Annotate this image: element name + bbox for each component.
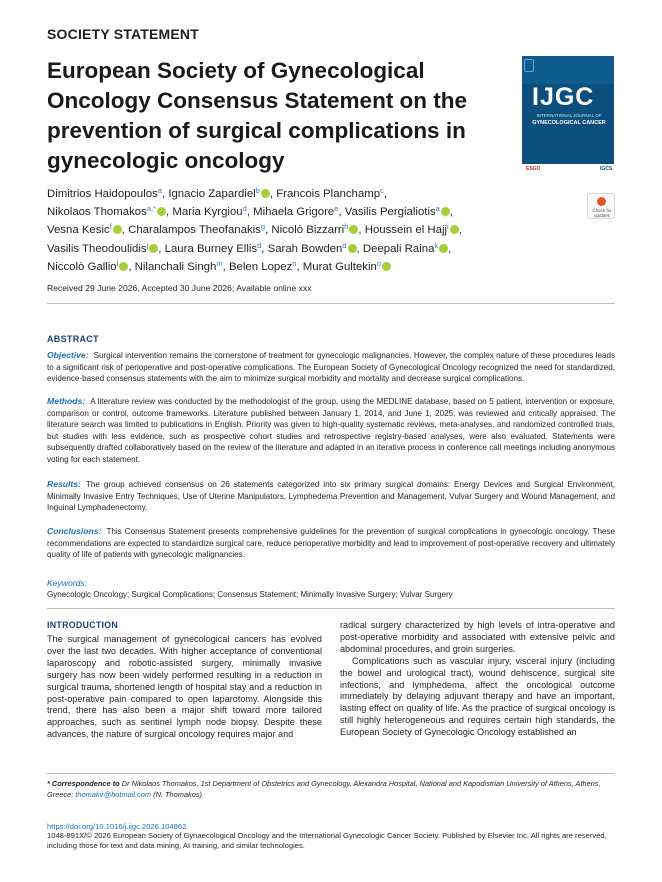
author-entry[interactable]	[302, 258, 391, 273]
author-affiliation-mark[interactable]: e	[334, 204, 339, 214]
author-affiliation-mark[interactable]: a	[157, 186, 162, 195]
author-separator: ,	[246, 206, 254, 219]
correspondence-text: Dr Nikolaos Thomakos, 1st Department of Obstetrics and Gynecology, Alexandra Hospital, National and Kapodistrian University of Athens, Athens, Greece;	[47, 779, 601, 799]
author-name: Vesna Kesic	[47, 224, 110, 237]
author-entry[interactable]	[345, 206, 453, 218]
author-affiliation-mark[interactable]: d	[242, 204, 247, 214]
orcid-icon[interactable]	[439, 244, 448, 253]
author-name: Niccolò Gallio	[47, 260, 117, 273]
author-entry[interactable]	[276, 188, 387, 200]
results-label: Results:	[47, 479, 81, 489]
doi-link[interactable]: https://doi.org/10.1016/j.ijgc.2026.104862	[47, 822, 187, 831]
author-separator: ,	[158, 242, 165, 255]
orcid-icon[interactable]	[450, 225, 459, 234]
abstract-heading: ABSTRACT	[47, 334, 99, 344]
author-affiliation-mark[interactable]: h	[344, 222, 349, 232]
methods-label: Methods:	[47, 396, 86, 406]
cover-header-band	[522, 56, 614, 84]
author-name: Vasilis Theodoulidis	[47, 242, 147, 255]
objective-text: Surgical intervention remains the cornerstone of treatment for gynecologic malignancies. However, the complex nature of these procedures leads to a significant risk of perioperative and post-operative complications. The European Society of Gynecological Oncology recognized the need for standardized, evidence-based consensus statements with the aim to minimize surgical morbidity and mortality and decrease surgical complications.	[47, 351, 615, 383]
author-affiliation-mark[interactable]: f	[109, 222, 112, 232]
intro-paragraph-3: Complications such as vascular injury, visceral injury (including the bowel and urological tract), wound dehiscence, surgical site infections, and lymphedema, affect the oncological outcome immediately by delaying adjuvant therapy and have an important, lasting effect on quality of life. As the practice of surgical oncology is still highly heterogeneous and requires certain high standards, the European Society of Gynecologic Oncology established an	[340, 655, 615, 738]
author-affiliation-mark[interactable]: a	[435, 204, 440, 214]
cover-right-mark: IGCS	[600, 166, 613, 172]
author-affiliation-mark[interactable]: c	[380, 186, 384, 195]
author-separator: ,	[296, 260, 303, 273]
author-affiliation-mark[interactable]: a,*	[146, 204, 157, 214]
author-entry[interactable]	[253, 206, 345, 218]
author-name: Francois Planchamp	[276, 188, 381, 200]
check-for-updates-badge[interactable]	[587, 193, 615, 219]
keywords-text: Gynecologic Oncology; Surgical Complications; Consensus Statement; Minimally Invasive Surgery; Vulvar Surgery	[47, 590, 453, 599]
divider-top	[47, 303, 615, 304]
author-name: Vasilis Pergialiotis	[344, 206, 436, 219]
author-entry[interactable]	[168, 188, 276, 200]
author-name: Maria Kyrgiou	[172, 206, 243, 219]
cover-line-2: GYNECOLOGICAL CANCER	[532, 120, 606, 126]
author-separator: ,	[261, 242, 268, 255]
author-entry[interactable]	[47, 240, 165, 255]
author-entry[interactable]	[128, 224, 271, 236]
author-separator: ,	[265, 224, 272, 237]
orcid-icon[interactable]	[157, 207, 166, 216]
author-affiliation-mark[interactable]: d	[342, 240, 347, 250]
divider-footnote	[47, 773, 615, 774]
article-title: European Society of Gynecological Oncology Consensus Statement on the prevention of surgical complications in gynecologic oncology	[47, 58, 468, 173]
copyright-notice: 1048-891X/© 2026 European Society of Gynaecological Oncology and the International Gynecologic Cancer Society. Published by Elsevier Inc. All rights are reserved, including those for text and data mining, AI training, and similar technologies.	[47, 831, 607, 851]
author-affiliation-mark[interactable]: d	[257, 240, 262, 250]
author-entry[interactable]	[47, 188, 168, 200]
author-separator: ,	[128, 260, 135, 273]
author-separator: ,	[356, 242, 363, 255]
author-entry[interactable]	[172, 206, 253, 218]
correspondence-who: (N. Thomakos)	[153, 789, 202, 799]
author-name: Belen Lopez	[228, 260, 293, 273]
orcid-icon[interactable]	[348, 244, 357, 253]
correspondence-email-link[interactable]: thomakir@hotmail.com	[75, 789, 152, 799]
abstract-objective	[47, 350, 615, 385]
cover-left-mark: ESGO	[526, 166, 541, 172]
author-name: Charalampos Theofanakis	[128, 224, 261, 237]
abstract-methods	[47, 396, 615, 465]
divider-middle	[47, 608, 615, 609]
author-affiliation-mark[interactable]: j	[146, 240, 149, 250]
intro-paragraph-1: The surgical management of gynecological cancers has evolved over the last two decades. With higher acceptance of conventional laparoscopy and robotic-assisted surgery, minimally invasive surgery has now been widely performed resulting in a reduction in surgical trauma, shortened length of hospital stay and a reduction in post-operative pain compared to open laparotomy. Alongside this trend, there has also been a major shift toward more tailored approaches, such as sentinel lymph node biopsy. Despite these advances, the nature of surgical oncology requires major and	[47, 634, 322, 740]
intro-right-column	[340, 620, 615, 739]
author-entry[interactable]	[365, 224, 462, 236]
author-entry[interactable]	[164, 240, 268, 255]
author-separator: ,	[358, 224, 365, 237]
author-affiliation-mark[interactable]: m	[216, 258, 223, 268]
journal-logo: IJGC	[532, 83, 595, 111]
author-name: Deepali Raina	[362, 242, 435, 255]
author-affiliation-mark[interactable]: k	[434, 240, 439, 250]
author-entry[interactable]	[362, 240, 452, 255]
author-separator: ,	[448, 242, 452, 255]
methods-text: A literature review was conducted by the methodologist of the group, using the MEDLINE database, based on 5 patient, intervention or exposure, comparison or control, outcome frameworks. Literature published between January 1, 2014, and June 1, 2025, was reviewed and critically appraised. The literature search was limited to publications in English. Priority was given to high-quality systematic reviews, meta-analyses, and randomized controlled trials, but studies with less evidence, such as prospective cohort studies and retrospective registry-based analyses, were also evaluated. Statements were subsequently drafted collaboratively based on the review of the literature and adapted in an iterative process in conference call meetings including anonymous voting for each statement.	[47, 397, 615, 464]
orcid-icon[interactable]	[149, 244, 158, 253]
intro-paragraph-2: radical surgery characterized by high levels of intra-operative and post-operative morbidity and associated with extensive pelvic and abdominal procedures, and groin surgeries.	[340, 620, 615, 654]
orcid-icon[interactable]	[119, 262, 128, 271]
section-label: SOCIETY STATEMENT	[47, 26, 199, 42]
received-dates: Received 29 June 2026, Accepted 30 June 2026; Available online xxx	[47, 283, 312, 293]
conclusions-text: This Consensus Statement presents comprehensive guidelines for the prevention of surgical complications in gynecologic oncology. These recommendations are expected to standardize surgical care, reduce perioperative morbidity and lead to improvement of post-operative recovery and ultimately quality of life of patients with gynecologic malignancies.	[47, 527, 615, 559]
updates-icon	[597, 197, 606, 206]
abstract-conclusions	[47, 526, 615, 561]
author-separator: ,	[166, 206, 173, 219]
author-name: Dimitrios Haidopoulos	[47, 188, 158, 200]
publisher-emblem-icon	[524, 59, 534, 72]
author-name: Mihaela Grigore	[253, 206, 335, 219]
orcid-icon[interactable]	[441, 207, 450, 216]
intro-left-column	[47, 634, 322, 741]
abstract-results	[47, 479, 615, 514]
author-entry[interactable]	[47, 258, 135, 273]
author-name: Murat Gultekin	[302, 260, 377, 273]
badge-label: Check for updates	[592, 208, 612, 218]
author-affiliation-mark[interactable]: n	[292, 258, 297, 268]
author-entry[interactable]	[47, 206, 172, 218]
author-entry[interactable]	[228, 258, 303, 273]
author-affiliation-mark[interactable]: o	[376, 258, 382, 268]
results-text: The group achieved consensus on 26 statements categorized into six primary surgical domains: Energy Devices and Surgical Environment, Minimally Invasive Entry Techniques, Use of Uterine Manipulators, Lymphedema Prevention and Management, Vulvar Surgery and Wound Management, and Inguinal Lymphadenectomy.	[47, 480, 615, 512]
author-separator: ,	[161, 188, 169, 200]
author-entry[interactable]	[134, 258, 229, 273]
correspondence-note	[47, 779, 615, 800]
author-affiliation-mark[interactable]: g	[260, 222, 266, 232]
introduction-heading: INTRODUCTION	[47, 620, 119, 630]
author-separator: ,	[121, 224, 129, 237]
keywords-heading: Keywords:	[47, 578, 88, 588]
author-entry[interactable]	[267, 240, 363, 255]
author-name: Nicolò Bizzarri	[271, 224, 345, 237]
author-name: Nikolaos Thomakos	[47, 206, 147, 219]
author-name: Nilanchali Singh	[134, 260, 217, 273]
author-name: Ignacio Zapardiel	[168, 188, 256, 200]
orcid-icon[interactable]	[261, 189, 270, 198]
author-name: Laura Burney Ellis	[164, 242, 258, 255]
author-separator: ,	[458, 224, 462, 237]
author-name: Houssein el Hajj	[364, 224, 448, 237]
author-affiliation-mark[interactable]: l	[116, 258, 119, 268]
author-affiliation-mark[interactable]: i	[447, 222, 449, 232]
journal-cover[interactable]	[522, 56, 614, 176]
orcid-icon[interactable]	[382, 262, 391, 271]
correspondence-label: * Correspondence to	[47, 779, 120, 788]
author-entry[interactable]	[271, 224, 364, 236]
author-separator: ,	[338, 206, 345, 219]
author-separator: ,	[383, 188, 387, 200]
author-entry[interactable]	[47, 224, 128, 236]
author-separator: ,	[269, 188, 277, 200]
author-separator: ,	[449, 206, 454, 219]
objective-label: Objective:	[47, 350, 89, 360]
orcid-icon[interactable]	[113, 225, 122, 234]
author-name: Sarah Bowden	[267, 242, 343, 255]
author-affiliation-mark[interactable]: b	[255, 186, 260, 195]
cover-line-1: INTERNATIONAL JOURNAL OF	[536, 113, 602, 118]
author-separator: ,	[222, 260, 229, 273]
author-list	[47, 185, 567, 276]
conclusions-label: Conclusions:	[47, 526, 102, 536]
